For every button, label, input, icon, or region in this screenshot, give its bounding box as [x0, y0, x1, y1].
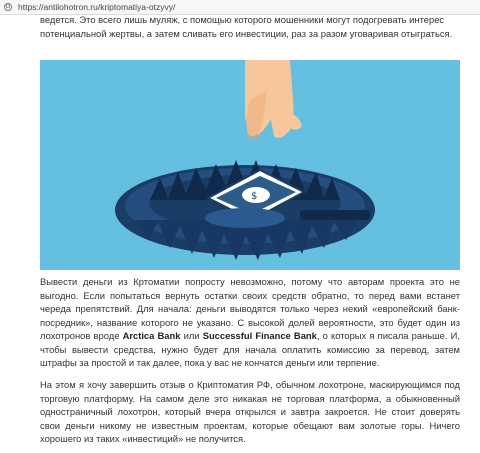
- url-text[interactable]: https://antilohotron.ru/kriptomatiya-otzyvy/: [18, 2, 176, 12]
- p2-text-2: или: [180, 330, 203, 341]
- bear-trap-money-icon: [40, 60, 460, 270]
- bank-name-2: Successful Finance Bank: [202, 330, 317, 341]
- top-line-2: потенциальной жертвы, а затем сливать его инвестиции, раз за разом уговаривая отыграться.: [40, 27, 453, 39]
- svg-text:$: $: [251, 191, 258, 202]
- hand-illustration: [245, 60, 302, 138]
- article-paragraph-2: [40, 275, 460, 370]
- article-image: [40, 60, 460, 270]
- article-top-paragraph: [40, 13, 460, 40]
- p3-text: На этом я хочу завершить отзыв о Криптоматия РФ, обычном лохотроне, маскирующимся под торговую платформу. На самом деле это никакая не торговая платформа, а обыкновенный одностраничный лохотрон, который вчера открылся и завтра закроется. Не стоит доверять свои деньги никому не известным проектам, которые обещают вам золотые горы. Ничего хорошего из таких «инвестиций» не получится.: [40, 379, 460, 444]
- p2-text-1: Вывести деньги из Кртоматии попросту невозможно, потому что авторам проекта это не выгодно. Если попытаться вернуть остатки своих средств обратно, то перед вами встанет череда препятствий. Для начала: деньги выводятся только через некий «европейский банк-посредник», название которого не указано. С высокой долей вероятности, это будет один из лохотронов вроде: [40, 276, 460, 341]
- article-paragraph-3: [40, 378, 460, 446]
- top-line-1: ведется. Это всего лишь муляж, с помощью которого мошенники могут подогревать интерес: [40, 14, 445, 25]
- trap: [115, 160, 375, 260]
- google-g-icon: G: [5, 4, 11, 10]
- bank-name-1: Arctica Bank: [122, 330, 181, 341]
- p2-text-3: , о которых я писала раньше. И, чтобы вывести средства, нужно будет для начала оплатить комиссию за перевод, затем штрафы за простой и так далее, пока у вас не кончатся деньги или терпение.: [40, 330, 460, 368]
